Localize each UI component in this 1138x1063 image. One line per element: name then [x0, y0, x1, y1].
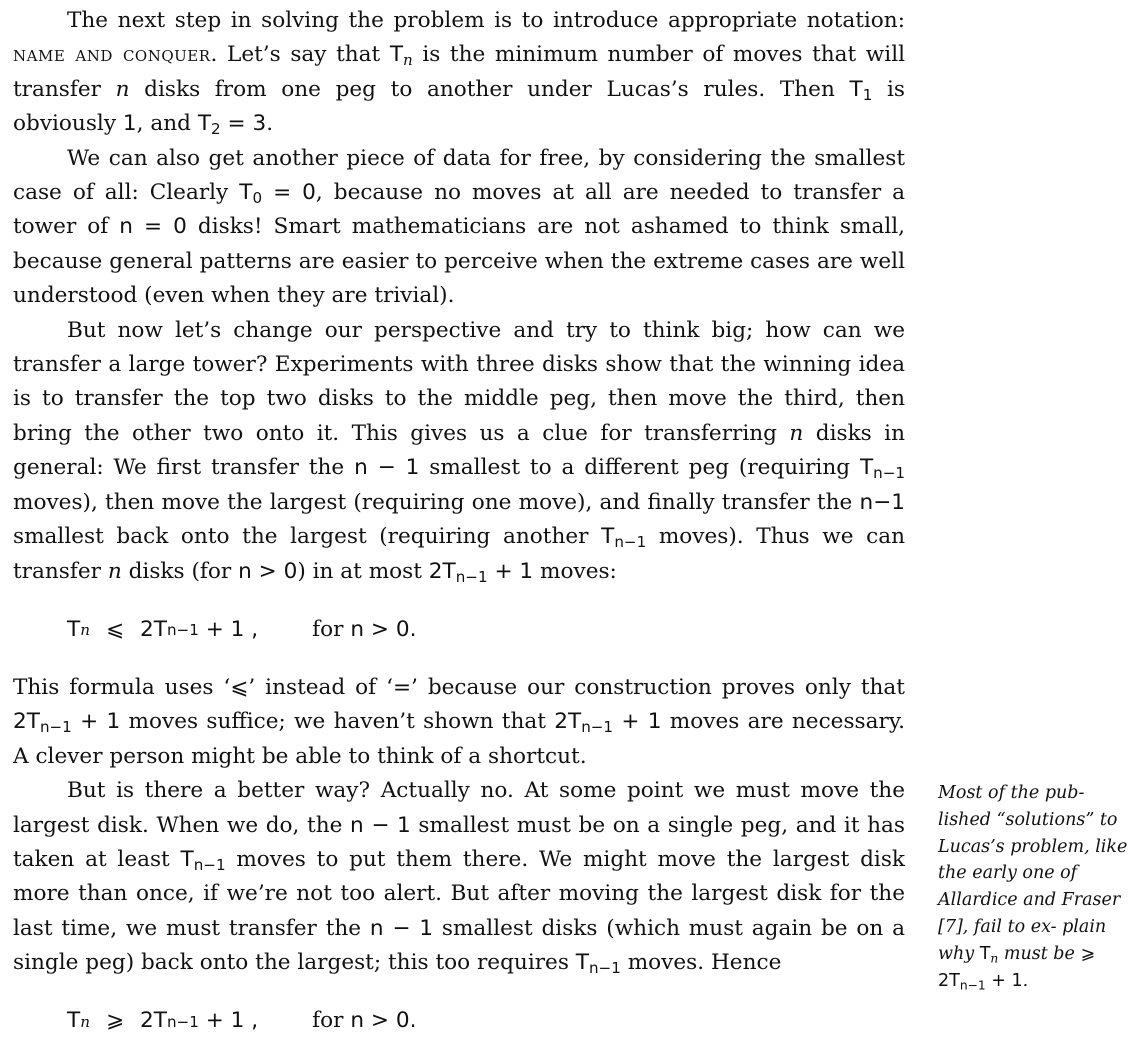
text: The next step in solving the problem is to introduce appropriate notation: — [67, 8, 905, 33]
text: smallest disks (which must again be on a single peg) back onto the largest; this too requires — [13, 915, 905, 976]
math-T1: $T_1$ — [849, 76, 873, 105]
math-2T-plus-1: $2T_{n-1} + 1$ — [13, 709, 121, 737]
paragraph-5 — [13, 774, 905, 980]
math-T-n-minus-1: $T_{n-1}$ — [859, 455, 905, 483]
math-n: n — [115, 76, 130, 102]
leq-symbol: ⩽ — [105, 616, 125, 642]
text: is obviously — [13, 76, 905, 137]
math-2T-plus-1: $2T_{n-1} + 1$ — [428, 558, 534, 586]
paragraph-1 — [13, 4, 905, 142]
display-equation-upper-bound — [13, 589, 905, 671]
math-geq-2T-plus-1: ⩾ $2T_{n-1} + 1$ — [938, 943, 1096, 992]
equation: T n ⩾ 2T n−1 + 1 , for n > 0. — [67, 981, 416, 1063]
text: must be — [998, 943, 1081, 964]
equation-condition: for n > 0. — [312, 1008, 417, 1034]
math-Tn: $T_n$ — [979, 943, 999, 966]
text: ’ because our construction proves only that — [411, 674, 905, 700]
text: moves), then move the largest (requiring one move), and finally transfer the — [13, 489, 860, 515]
text: moves are necessary. A clever person might be able to think of a shortcut. — [13, 709, 906, 769]
text: , and — [136, 111, 198, 137]
text: smallest must be on a single peg, and it has taken at least — [13, 812, 905, 872]
math-n-eq-0: n = 0 — [119, 214, 187, 240]
display-equation-lower-bound — [13, 981, 905, 1063]
text: disks in general: We first transfer the — [13, 420, 905, 481]
text: ’ instead of ‘ — [248, 674, 393, 700]
eq-symbol: = — [392, 674, 412, 700]
text: moves). Thus we can transfer — [13, 524, 905, 584]
math-Tn: $T_n$ — [389, 42, 413, 70]
math-T2-eq-3: $T_2 = 3$ — [197, 111, 267, 139]
text: disks (for — [121, 558, 239, 584]
text: . — [266, 111, 274, 137]
text: We can also get another piece of data for free, by considering the smallest case of all: Clearly — [13, 145, 905, 206]
text: , because no moves at all are needed to transfer a tower of — [13, 180, 906, 240]
math-T0-eq-0: $T_0 = 0$ — [239, 180, 316, 208]
equation: T n ⩽ 2T n−1 + 1 , for n > 0. — [67, 589, 416, 671]
math-n: n — [789, 420, 804, 446]
text: Most of the pub- lished “solutions” to Lucas’s problem, like the early one of Allardice and Fraser [7], fail to ex- plain why — [938, 783, 1128, 964]
math-T-n-minus-1: $T_{n-1}$ — [180, 846, 226, 875]
text: smallest to a different peg (requiring — [419, 455, 860, 481]
text: This formula uses ‘ — [13, 674, 231, 700]
text: moves suffice; we haven’t shown that — [120, 709, 555, 735]
text: disks from one peg to another under Lucas’s rules. Then — [129, 76, 850, 102]
geq-symbol: ⩾ — [105, 1008, 125, 1034]
margin-note — [938, 780, 1128, 994]
text: smallest back onto the largest (requiring another — [13, 524, 602, 550]
text: is the minimum number of moves that will transfer — [13, 42, 906, 102]
paragraph-2 — [13, 142, 905, 314]
math-n: n — [107, 558, 122, 584]
math-n-minus-1: n − 1 — [354, 455, 420, 481]
paragraph-4 — [13, 671, 905, 774]
smallcaps-phrase: name and conquer — [13, 42, 211, 68]
equation-condition: for n > 0. — [312, 616, 417, 642]
text: moves to put them there. We might move the largest disk more than once, if we’re not too alert. But after moving the largest disk for the last time, we must transfer the — [13, 846, 905, 941]
text: moves. Hence — [620, 950, 782, 976]
math-T-n-minus-1: $T_{n-1}$ — [601, 524, 647, 552]
math-n-minus-1: n − 1 — [350, 812, 411, 838]
paragraph-3 — [13, 314, 905, 589]
text: ) in at most — [297, 558, 429, 584]
text: . — [1022, 970, 1029, 991]
text: moves: — [533, 558, 617, 584]
text: But now let’s change our perspective and try to think big; how can we transfer a large tower? Experiments with three disks show that the winning idea is to transfer the top two disks to the middle peg, then move the third, then bring the other two onto it. This gives us a clue for transferring — [13, 317, 905, 446]
math-one: 1 — [122, 111, 137, 137]
text: But is there a better way? Actually no. At some point we must move the largest disk. When we do, the — [13, 778, 905, 838]
math-n-minus-1: n−1 — [859, 489, 905, 515]
leq-symbol: ⩽ — [230, 674, 249, 700]
text: . Let’s say that — [210, 42, 390, 68]
math-n-minus-1: n − 1 — [369, 915, 434, 941]
text: disks! Smart mathematicians are not ashamed to think small, because general patterns are easier to perceive when the extreme cases are well understood (even when they are trivial). — [13, 214, 905, 309]
math-2T-plus-1: $2T_{n-1} + 1$ — [554, 709, 662, 737]
main-text-column — [13, 4, 905, 1063]
math-T-n-minus-1: $T_{n-1}$ — [575, 950, 621, 978]
math-n-gt-0: n > 0 — [238, 558, 298, 584]
